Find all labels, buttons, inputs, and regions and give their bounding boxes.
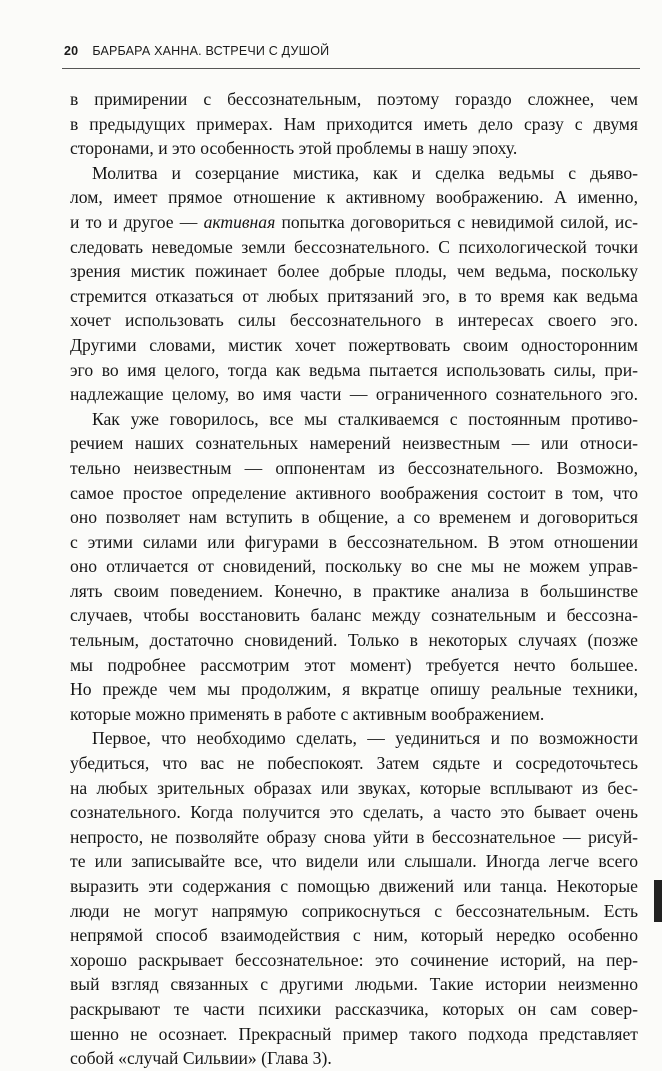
- text-line: тельно неизвестным — оппонентам из бессознательного. Возможно,: [70, 457, 638, 478]
- text-line: люди не могут напрямую соприкоснуться с бессознательным. Есть: [70, 900, 638, 921]
- body-text: [70, 87, 638, 1071]
- text-line: [70, 210, 638, 235]
- italic-word: активная: [203, 211, 276, 232]
- text-line: следовать неведомые земли бессознательного. С психологической точки: [70, 236, 638, 257]
- text-line: Первое, что необходимо сделать, — уединиться и по возможности: [92, 728, 638, 749]
- text-line: оно отличается от сновидений, поскольку во сне мы не можем управ-: [70, 556, 638, 577]
- text-line: убедиться, что вас не побеспокоят. Затем сядьте и сосредоточьтесь: [70, 753, 638, 774]
- text-line: Другими словами, мистик хочет пожертвовать своим односторонним: [70, 334, 638, 355]
- text-line: лом, имеет прямое отношение к активному воображению. А именно,: [70, 187, 638, 208]
- text-line: те или записывайте все, что видели или слышали. Иногда легче всего: [70, 851, 638, 872]
- text-line: речием наших сознательных намерений неизвестным — или относи-: [70, 433, 638, 454]
- running-title: БАРБАРА ХАННА. ВСТРЕЧИ С ДУШОЙ: [92, 44, 330, 58]
- text-line: на любых зрительных образах или звуках, которые всплывают из бес-: [70, 777, 638, 798]
- text-line: раскрывают те части психики рассказчика, которых он сам совер-: [70, 998, 638, 1019]
- text-line: лять своим поведением. Конечно, в практике анализа в большинстве: [70, 580, 638, 601]
- text-line: шенно не осознает. Прекрасный пример такого подхода представляет: [70, 1023, 638, 1044]
- text-line: хочет использовать силы бессознательного в интересах своего эго.: [70, 310, 638, 331]
- text-line: Молитва и созерцание мистика, как и сделка ведьмы с дьяво-: [92, 162, 638, 183]
- text-line: в примирении с бессознательным, поэтому гораздо сложнее, чем: [70, 89, 638, 109]
- text-line: собой «случай Сильвии» (Глава 3).: [70, 1048, 332, 1069]
- text-line: Но прежде чем мы продолжим, я вкратце опишу реальные техники,: [70, 679, 638, 700]
- running-head: [64, 44, 624, 58]
- text-line: непрямой способ взаимодействия с ним, который нередко особенно: [70, 925, 638, 946]
- text-line: надлежащие целому, во имя части — ограниченного сознательного эго.: [70, 384, 638, 405]
- page-number: 20: [64, 44, 79, 58]
- text-line: которые можно применять в работе с активным воображением.: [70, 703, 545, 724]
- text-fragment: попытка договориться с невидимой силой, ис-: [275, 211, 638, 232]
- text-line: сторонами, и это особенность этой проблемы в нашу эпоху.: [70, 138, 518, 159]
- text-line: эго во имя целого, тогда как ведьма пытается использовать силы, при-: [70, 359, 638, 380]
- text-line: выразить эти содержания с помощью движений или танца. Некоторые: [70, 876, 638, 896]
- text-line: тельным, достаточно сновидений. Только в некоторых случаях (позже: [70, 630, 638, 651]
- page-edge-mark: [654, 880, 662, 922]
- text-line: хорошо раскрывает бессознательное: это сочинение историй, на пер-: [70, 949, 638, 970]
- text-line: Как уже говорилось, все мы сталкиваемся с постоянным противо-: [92, 408, 638, 429]
- text-line: зрения мистик пожинает более добрые плоды, чем ведьма, поскольку: [70, 261, 638, 282]
- text-line: сознательного. Когда получится это сделать, а часто это бывает очень: [70, 802, 638, 823]
- text-line: оно позволяет нам вступить в общение, а со временем и договориться: [70, 507, 638, 528]
- text-line: в предыдущих примерах. Нам приходится иметь дело сразу с двумя: [70, 113, 638, 134]
- text-line: с этими силами или фигурами в бессознательном. В этом отношении: [70, 531, 638, 552]
- text-line: самое простое определение активного воображения состоит в том, что: [70, 482, 638, 503]
- header-rule: [62, 68, 640, 69]
- text-line: непросто, не позволяйте образу снова уйти в бессознательное — рисуй-: [70, 826, 638, 847]
- text-line: мы подробнее рассмотрим этот момент) требуется нечто большее.: [70, 654, 638, 675]
- text-fragment: и то и другое —: [70, 211, 204, 232]
- text-line: вый взгляд связанных с другими людьми. Такие истории неизменно: [70, 974, 638, 995]
- text-line: случаев, чтобы восстановить баланс между сознательным и бессозна-: [70, 605, 638, 626]
- text-line: стремится отказаться от любых притязаний эго, в то время как ведьма: [70, 285, 638, 306]
